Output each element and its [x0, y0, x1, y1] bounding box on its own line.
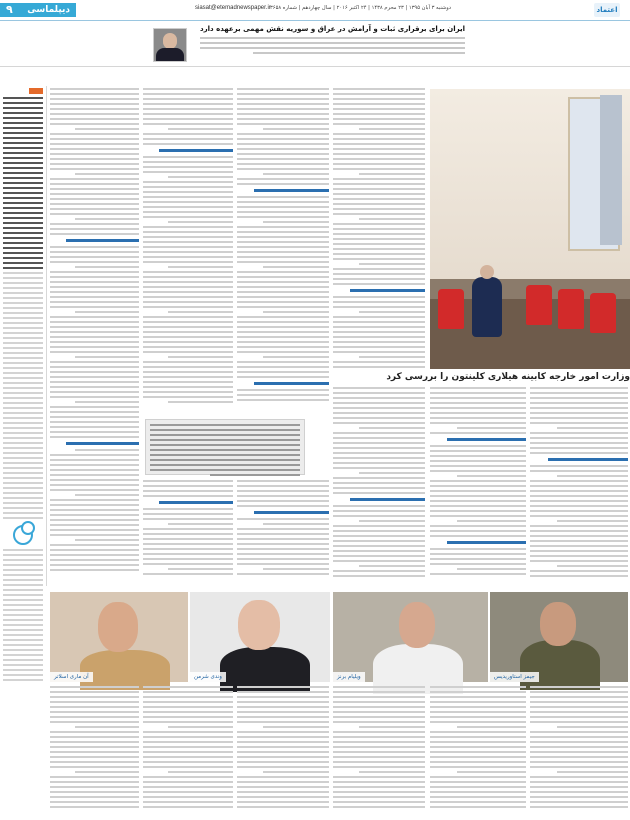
text-column — [50, 88, 139, 574]
page-header — [0, 0, 630, 20]
section-title: دیپلماسی — [27, 5, 70, 15]
text-column — [333, 387, 425, 580]
text-column — [333, 686, 425, 811]
column-rule — [46, 86, 47, 586]
text-column — [143, 480, 233, 578]
text-column — [333, 88, 425, 371]
header-rule — [0, 20, 630, 21]
portrait-label: آن ماری اسلاتر — [50, 672, 93, 682]
email-address[interactable]: siasat@etemadnewspaper.ir — [195, 5, 271, 11]
text-column — [237, 88, 329, 404]
sidebar-column — [3, 88, 43, 684]
date-line: دوشنبه ۳ آبان ۱۳۹۵ | ۲۳ محرم ۱۴۳۸ | ۲۴ اکتبر ۲۰۱۶ | سال چهاردهم | شماره ۳۶۵۸ — [270, 5, 452, 11]
portrait-label: جیمز استاوریدیس — [490, 672, 539, 682]
speaker-portrait — [153, 28, 187, 62]
portrait-3 — [190, 592, 330, 682]
speech-bubble-icon — [13, 525, 33, 545]
portrait-4 — [50, 592, 188, 682]
text-column — [237, 686, 329, 811]
top-headline: ایران برای برقراری ثبات و آرامش در عراق و سوریه نقش مهمی برعهده دارد — [200, 25, 465, 33]
top-lead-text — [200, 37, 465, 57]
text-column — [143, 686, 233, 811]
section-banner — [0, 3, 76, 17]
portrait-label: ویلیام برنز — [333, 672, 365, 682]
text-column — [530, 686, 628, 811]
portrait-2 — [333, 592, 488, 682]
section-divider — [0, 66, 630, 67]
page-number: ۹ — [6, 3, 13, 16]
text-column — [50, 686, 139, 811]
highlight-box — [145, 419, 305, 475]
sidebar-tag — [29, 88, 43, 94]
text-column — [430, 387, 526, 578]
text-column — [143, 88, 233, 406]
text-column — [530, 387, 628, 580]
main-photo — [430, 89, 630, 369]
portrait-1 — [490, 592, 628, 682]
text-column — [237, 480, 329, 578]
photo-caption: وزارت امور خارجه کابینه هیلاری کلینتون را بررسی کرد — [386, 372, 630, 382]
portrait-label: وندی شرمن — [190, 672, 226, 682]
newspaper-logo: اعتماد — [594, 3, 620, 17]
text-column — [430, 686, 526, 811]
